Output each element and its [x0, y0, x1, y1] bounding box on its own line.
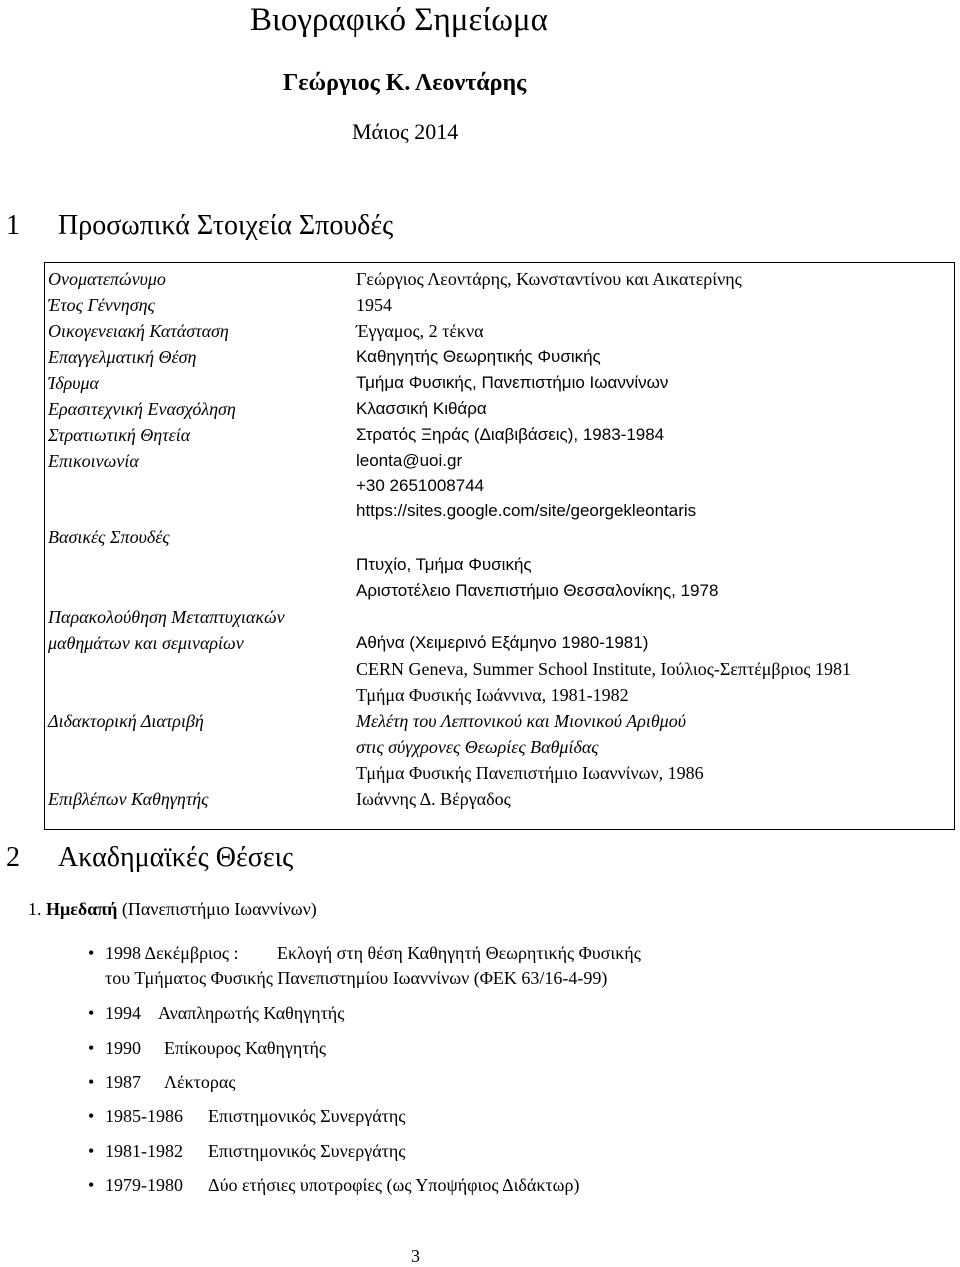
position-year: 1981-1982 — [105, 1141, 183, 1161]
postgrad-label: Παρακολούθηση Μεταπτυχιακών — [48, 607, 285, 627]
position-year: 1998 Δεκέμβριος : — [105, 943, 239, 963]
subsection-number: 1. — [28, 899, 42, 919]
studies-label: Βασικές Σπουδές — [48, 527, 170, 547]
phd-title-line1: Μελέτη του Λεπτονικού και Μιονικού Αριθμού — [356, 711, 686, 731]
contact-phone: +30 2651008744 — [356, 476, 485, 495]
name-value: Γεώργιος Λεοντάρης, Κωνσταντίνου και Αικατερίνης — [356, 269, 742, 289]
studies-university: Αριστοτέλειο Πανεπιστήμιο Θεσσαλονίκης, 1978 — [356, 581, 719, 600]
name-label: Ονοματεπώνυμο — [48, 269, 166, 289]
contact-email[interactable]: leonta@uoi.gr — [356, 451, 463, 470]
bullet-icon: • — [88, 1141, 95, 1161]
document-date: Μάιος 2014 — [352, 119, 459, 144]
birth-year-value: 1954 — [356, 295, 392, 315]
bullet-icon: • — [88, 1106, 95, 1126]
institution-value: Τμήμα Φυσικής, Πανεπιστήμιο Ιωαννίνων — [356, 373, 669, 392]
position-value: Καθηγητής Θεωρητικής Φυσικής — [356, 347, 601, 366]
postgrad-label-cont: μαθημάτων και σεμιναρίων — [48, 633, 244, 653]
phd-label: Διδακτορική Διατριβή — [48, 711, 204, 731]
postgrad-ioannina: Τμήμα Φυσικής Ιωάννινα, 1981-1982 — [356, 685, 629, 705]
bullet-icon: • — [88, 1003, 95, 1023]
position-year: 1979-1980 — [105, 1175, 183, 1195]
subsection-domestic — [28, 898, 317, 920]
position-text: Λέκτορας — [164, 1072, 236, 1092]
section-1-title: Προσωπικά Στοιχεία Σπουδές — [58, 210, 394, 241]
position-year: 1985-1986 — [105, 1106, 183, 1126]
postgrad-athens: Αθήνα (Χειμερινό Εξάμηνο 1980-1981) — [356, 633, 649, 652]
supervisor-label: Επιβλέπων Καθηγητής — [48, 789, 209, 809]
military-service-label: Στρατιωτική Θητεία — [48, 425, 191, 445]
military-service-value: Στρατός Ξηράς (Διαβιβάσεις), 1983-1984 — [356, 425, 665, 444]
page-number: 3 — [411, 1246, 420, 1266]
section-2-number: 2 — [6, 842, 20, 873]
position-label: Επαγγελματική Θέση — [48, 347, 197, 367]
birth-year-label: Έτος Γέννησης — [48, 295, 155, 315]
author-name: Γεώργιος Κ. Λεοντάρης — [283, 70, 527, 96]
section-1-number: 1 — [6, 210, 20, 241]
family-status-value: Έγγαμος, 2 τέκνα — [356, 321, 484, 341]
phd-title-line2: στις σύγχρονες Θεωρίες Βαθμίδας — [356, 737, 599, 757]
contact-label: Επικοινωνία — [48, 451, 139, 471]
position-text: Δύο ετήσιες υποτροφίες (ως Υποψήφιος Διδάκτωρ) — [208, 1175, 580, 1195]
position-text: Επίκουρος Καθηγητής — [164, 1038, 327, 1058]
position-text: Αναπληρωτής Καθηγητής — [158, 1003, 345, 1023]
section-1-heading — [6, 209, 393, 243]
bullet-icon: • — [88, 1175, 95, 1195]
position-year: 1994 — [105, 1003, 141, 1023]
studies-degree: Πτυχίο, Τμήμα Φυσικής — [356, 555, 532, 574]
bullet-icon: • — [88, 943, 95, 963]
section-2-heading — [6, 841, 293, 875]
document-title: Βιογραφικό Σημείωμα — [250, 2, 548, 38]
subsection-rest: (Πανεπιστήμιο Ιωαννίνων) — [117, 899, 317, 919]
subsection-bold: Ημεδαπή — [46, 899, 118, 919]
position-text: Επιστημονικός Συνεργάτης — [208, 1106, 406, 1126]
family-status-label: Οικογενειακή Κατάσταση — [48, 321, 229, 341]
supervisor-value: Ιωάννης Δ. Βέργαδος — [356, 789, 511, 809]
section-2-title: Ακαδημαϊκές Θέσεις — [58, 842, 294, 873]
contact-website[interactable]: https://sites.google.com/site/georgekleontaris — [356, 501, 697, 520]
bullet-icon: • — [88, 1038, 95, 1058]
hobby-label: Ερασιτεχνική Ενασχόληση — [48, 399, 236, 419]
bullet-icon: • — [88, 1072, 95, 1092]
postgrad-cern: CERN Geneva, Summer School Institute, Ιούλιος-Σεπτέμβριος 1981 — [356, 659, 852, 679]
position-year: 1987 — [105, 1072, 141, 1092]
position-year: 1990 — [105, 1038, 141, 1058]
position-text: Επιστημονικός Συνεργάτης — [208, 1141, 406, 1161]
position-text-cont: του Τμήματος Φυσικής Πανεπιστημίου Ιωαννίνων (ΦΕΚ 63/16-4-99) — [105, 968, 608, 988]
position-text: Εκλογή στη θέση Καθηγητή Θεωρητικής Φυσικής — [277, 943, 641, 963]
phd-institution: Τμήμα Φυσικής Πανεπιστήμιο Ιωαννίνων, 1986 — [356, 763, 704, 783]
hobby-value: Κλασσική Κιθάρα — [356, 399, 487, 418]
institution-label: Ίδρυμα — [48, 373, 99, 393]
